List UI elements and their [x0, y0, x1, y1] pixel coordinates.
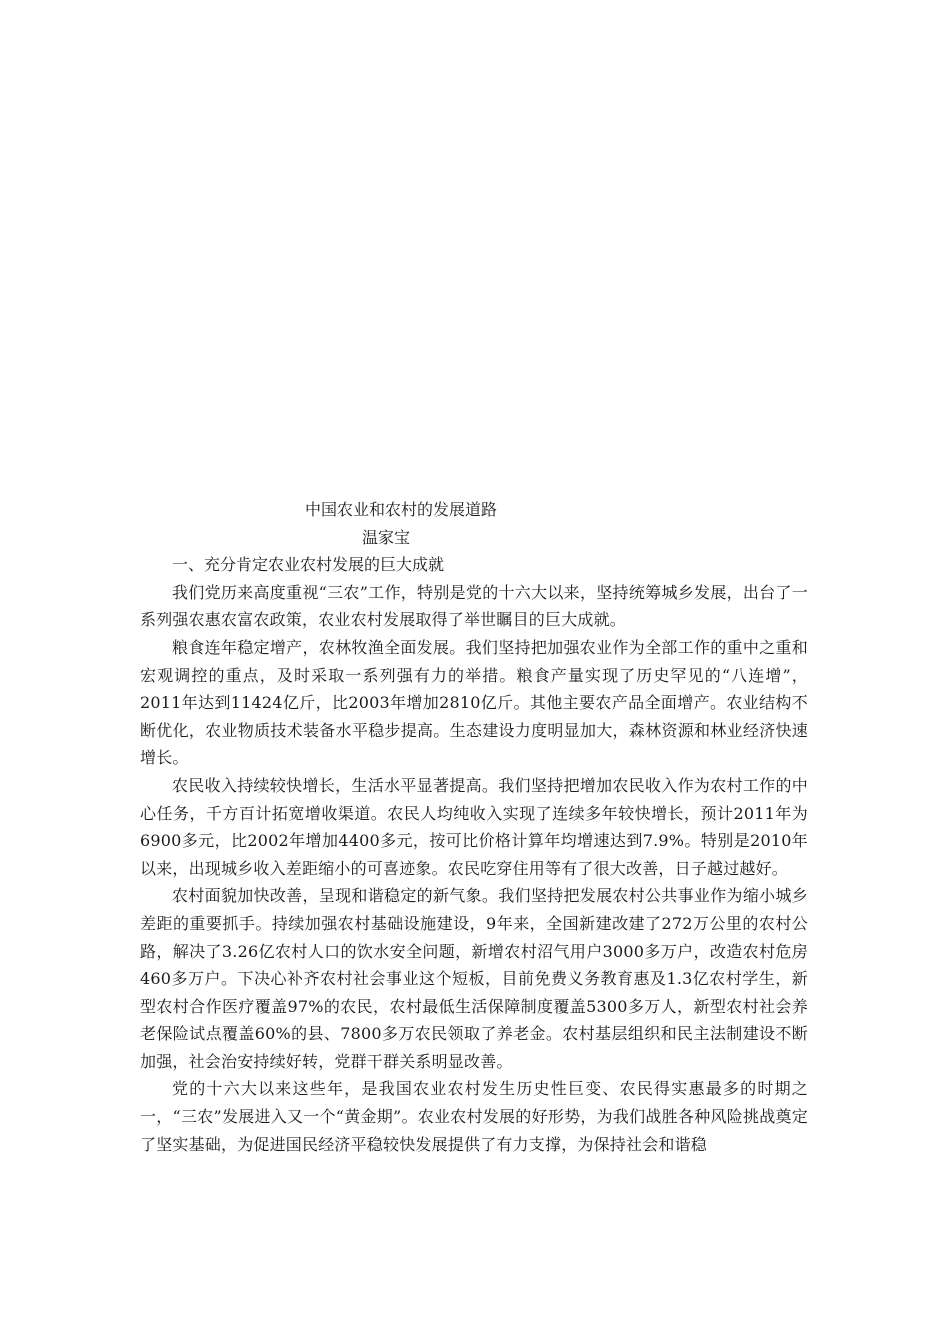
section-heading: 一、充分肯定农业农村发展的巨大成就: [172, 555, 445, 575]
document-author: 温家宝: [362, 527, 411, 547]
paragraph-grain-output: 粮食连年稳定增产，农林牧渔全面发展。我们坚持把加强农业作为全部工作的重中之重和宏观调控的重点，及时采取一系列强有力的举措。粮食产量实现了历史罕见的“八连增”，2011年达到11424亿斤，比2003年增加2810亿斤。其他主要农产品全面增产。农业结构不断优化，农业物质技术装备水平稳步提高。生态建设力度明显加大，森林资源和林业经济快速增长。: [140, 637, 808, 768]
document-title: 中国农业和农村的发展道路: [305, 500, 498, 519]
paragraph-intro: 我们党历来高度重视“三农”工作，特别是党的十六大以来，坚持统筹城乡发展，出台了一系列强农惠农富农政策，农业农村发展取得了举世瞩目的巨大成就。: [140, 582, 808, 630]
paragraph-golden-period: 党的十六大以来这些年，是我国农业农村发生历史性巨变、农民得实惠最多的时期之一，“三农”发展进入又一个“黄金期”。农业农村发展的好形势，为我们战胜各种风险挑战奠定了坚实基础，为促进国民经济平稳较快发展提供了有力支撑，为保持社会和谐稳: [140, 1079, 808, 1154]
paragraph-rural-improvement: 农村面貌加快改善，呈现和谐稳定的新气象。我们坚持把发展农村公共事业作为缩小城乡差距的重要抓手。持续加强农村基础设施建设，9年来，全国新建改建了272万公里的农村公路，解决了3.26亿农村人口的饮水安全问题，新增农村沼气用户3000多万户，改造农村危房460多万户。下决心补齐农村社会事业这个短板，目前免费义务教育惠及1.3亿农村学生，新型农村合作医疗覆盖97%的农民，农村最低生活保障制度覆盖5300多万人，新型农村社会养老保险试点覆盖60%的县、7800多万农民领取了养老金。农村基层组织和民主法制建设不断加强，社会治安持续好转，党群干群关系明显改善。: [140, 886, 808, 1071]
paragraph-farmer-income: 农民收入持续较快增长，生活水平显著提高。我们坚持把增加农民收入作为农村工作的中心任务，千方百计拓宽增收渠道。农民人均纯收入实现了连续多年较快增长，预计2011年为6900多元，比2002年增加4400多元，按可比价格计算年均增速达到7.9%。特别是2010年以来，出现城乡收入差距缩小的可喜迹象。农民吃穿住用等有了很大改善，日子越过越好。: [140, 775, 808, 878]
document-body: [140, 496, 808, 1158]
